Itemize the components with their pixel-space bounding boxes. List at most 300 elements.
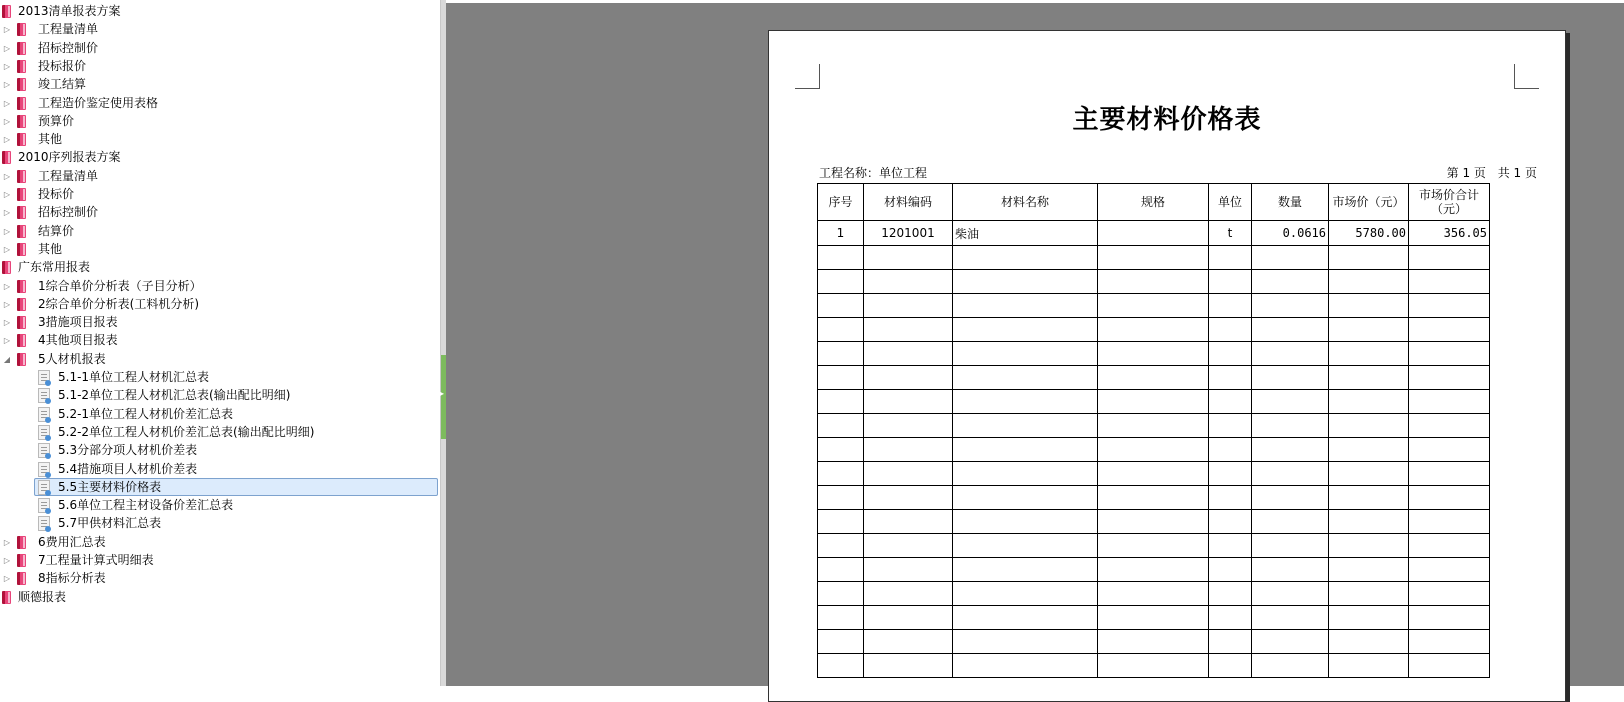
report-doc-icon <box>38 498 50 513</box>
table-cell <box>1209 246 1252 270</box>
expand-arrow-icon[interactable]: ▷ <box>3 116 11 126</box>
table-cell <box>1252 342 1329 366</box>
table-cell <box>1209 318 1252 342</box>
expand-arrow-icon[interactable]: ▷ <box>3 80 11 90</box>
table-cell <box>818 366 864 390</box>
table-cell <box>1098 342 1209 366</box>
table-cell: 356.05 <box>1409 221 1490 246</box>
table-cell <box>953 438 1098 462</box>
table-cell <box>953 486 1098 510</box>
tree-item[interactable] <box>0 514 440 533</box>
tree-item[interactable] <box>0 75 440 94</box>
table-cell <box>1409 606 1490 630</box>
table-cell <box>864 318 953 342</box>
table-cell <box>818 270 864 294</box>
tree-item[interactable] <box>0 478 440 497</box>
tree-item[interactable] <box>0 569 440 588</box>
table-cell <box>1252 582 1329 606</box>
table-cell <box>1209 366 1252 390</box>
tree-item-label: 5.4措施项目人材机价差表 <box>58 461 198 476</box>
folder-book-icon <box>17 280 26 293</box>
report-doc-icon <box>38 370 50 385</box>
report-doc-icon <box>38 388 50 403</box>
tree-item-label: 投标价 <box>38 187 75 201</box>
table-cell <box>1098 366 1209 390</box>
tree-item[interactable] <box>0 167 440 186</box>
table-cell <box>1098 294 1209 318</box>
table-cell <box>818 294 864 318</box>
table-cell <box>818 654 864 678</box>
empty-table-row <box>818 294 1490 318</box>
table-cell <box>1409 318 1490 342</box>
table-cell <box>864 366 953 390</box>
empty-table-row <box>818 558 1490 582</box>
folder-book-icon <box>17 334 26 347</box>
margin-mark-top-right <box>1514 64 1539 89</box>
tree-item[interactable] <box>0 350 440 369</box>
report-doc-icon <box>38 480 50 495</box>
empty-table-row <box>818 582 1490 606</box>
tree-item-label: 5.2-1单位工程人材机价差汇总表 <box>58 406 234 421</box>
page-indicator <box>1439 164 1537 181</box>
expand-arrow-icon[interactable]: ▷ <box>3 226 11 236</box>
table-cell <box>1252 414 1329 438</box>
table-cell <box>1252 606 1329 630</box>
table-cell <box>1329 462 1409 486</box>
table-cell <box>864 630 953 654</box>
tree-item-label: 竣工结算 <box>38 77 87 92</box>
expand-arrow-icon[interactable]: ▷ <box>3 574 11 584</box>
table-cell <box>953 534 1098 558</box>
table-cell <box>818 534 864 558</box>
folder-book-icon <box>17 572 26 585</box>
tree-item-label: 5.1-1单位工程人材机汇总表 <box>58 370 210 384</box>
table-cell <box>1209 534 1252 558</box>
expand-arrow-icon[interactable]: ▷ <box>3 299 11 309</box>
table-cell: 0.0616 <box>1252 221 1329 246</box>
table-cell <box>1252 630 1329 654</box>
folder-book-icon <box>2 591 11 604</box>
table-cell <box>864 534 953 558</box>
report-page <box>768 30 1566 702</box>
table-cell <box>1209 438 1252 462</box>
tree-item[interactable] <box>0 185 440 204</box>
empty-table-row <box>818 462 1490 486</box>
table-cell <box>953 342 1098 366</box>
table-cell: 柴油 <box>953 221 1098 246</box>
table-cell <box>864 582 953 606</box>
tree-item[interactable] <box>0 94 440 113</box>
tree-item[interactable] <box>0 258 440 277</box>
folder-book-icon <box>2 5 11 18</box>
tree-item-label: 1综合单价分析表（子目分析） <box>38 278 202 293</box>
table-cell <box>1409 534 1490 558</box>
table-cell <box>1098 630 1209 654</box>
tree-item[interactable] <box>0 130 440 149</box>
table-cell <box>818 558 864 582</box>
table-cell <box>1098 558 1209 582</box>
table-cell <box>1329 606 1409 630</box>
tree-item-label: 招标控制价 <box>38 205 99 220</box>
table-cell <box>1252 534 1329 558</box>
tree-item-label: 5.1-2单位工程人材机汇总表(输出配比明细) <box>58 388 291 403</box>
tree-item-label: 投标报价 <box>38 58 87 73</box>
table-cell <box>1098 534 1209 558</box>
column-header: 材料名称 <box>953 184 1098 221</box>
expand-arrow-icon[interactable]: ▷ <box>3 98 11 108</box>
expanded-arrow-icon[interactable]: ◢ <box>3 354 11 364</box>
column-header: 数量 <box>1252 184 1329 221</box>
folder-book-icon <box>17 536 26 549</box>
table-cell <box>864 294 953 318</box>
tree-item[interactable] <box>0 386 440 405</box>
table-cell <box>1252 390 1329 414</box>
table-cell <box>1409 270 1490 294</box>
page-number: 第 1 页 <box>1446 166 1486 180</box>
table-cell <box>953 654 1098 678</box>
tree-item[interactable] <box>0 112 440 131</box>
table-cell <box>953 246 1098 270</box>
expand-arrow-icon[interactable]: ▷ <box>3 537 11 547</box>
table-cell <box>953 318 1098 342</box>
table-cell <box>1252 438 1329 462</box>
expand-arrow-icon[interactable]: ▷ <box>3 43 11 53</box>
table-cell <box>1209 582 1252 606</box>
empty-table-row <box>818 606 1490 630</box>
tree-item[interactable] <box>0 20 440 39</box>
table-cell <box>818 486 864 510</box>
tree-item-label: 2综合单价分析表(工料机分析) <box>38 296 199 311</box>
table-cell <box>1329 558 1409 582</box>
table-cell <box>1098 221 1209 246</box>
table-cell <box>864 462 953 486</box>
column-header: 市场价（元） <box>1329 184 1409 221</box>
expand-arrow-icon[interactable]: ▷ <box>3 171 11 181</box>
report-title: 主要材料价格表 <box>1072 105 1262 135</box>
expand-arrow-icon[interactable]: ▷ <box>3 556 11 565</box>
table-cell <box>1329 414 1409 438</box>
table-cell <box>1252 294 1329 318</box>
tree-item[interactable] <box>0 331 440 350</box>
table-cell <box>1209 414 1252 438</box>
tree-item[interactable] <box>0 203 440 222</box>
expand-arrow-icon[interactable]: ▷ <box>3 318 11 328</box>
table-cell: t <box>1209 221 1252 246</box>
table-cell <box>1209 630 1252 654</box>
tree-item-label: 广东常用报表 <box>18 260 91 275</box>
empty-table-row <box>818 486 1490 510</box>
folder-book-icon <box>17 188 26 201</box>
column-header: 市场价合计（元） <box>1409 184 1490 221</box>
table-cell <box>818 414 864 438</box>
report-doc-icon <box>38 443 50 458</box>
table-cell <box>818 318 864 342</box>
table-cell <box>1252 558 1329 582</box>
tree-item[interactable] <box>0 240 440 259</box>
table-cell <box>1252 510 1329 534</box>
preview-toolbar-edge <box>446 0 1624 3</box>
folder-book-icon <box>17 115 26 128</box>
tree-item[interactable] <box>0 39 440 58</box>
table-cell <box>1409 630 1490 654</box>
expand-arrow-icon[interactable]: ▷ <box>3 281 11 291</box>
expand-arrow-icon[interactable]: ▷ <box>3 336 11 346</box>
tree-item-label: 6费用汇总表 <box>38 534 106 549</box>
table-cell <box>1098 438 1209 462</box>
tree-item[interactable] <box>0 551 440 570</box>
table-cell <box>864 414 953 438</box>
folder-book-icon <box>17 60 26 73</box>
table-cell <box>1252 486 1329 510</box>
tree-item[interactable] <box>0 533 440 552</box>
table-cell <box>818 582 864 606</box>
page-total: 共 1 页 <box>1497 166 1537 180</box>
table-cell <box>1098 318 1209 342</box>
expand-arrow-icon[interactable]: ▷ <box>3 208 11 218</box>
table-cell <box>864 654 953 678</box>
folder-book-icon <box>2 261 11 274</box>
folder-book-icon <box>17 554 26 567</box>
table-cell <box>864 438 953 462</box>
table-cell <box>953 462 1098 486</box>
table-cell <box>1409 654 1490 678</box>
tree-item[interactable] <box>0 368 440 387</box>
tree-item[interactable] <box>0 423 440 442</box>
expand-arrow-icon[interactable]: ▷ <box>3 25 11 35</box>
tree-item[interactable] <box>0 295 440 314</box>
table-cell <box>864 270 953 294</box>
table-cell <box>1329 582 1409 606</box>
table-cell <box>1252 246 1329 270</box>
tree-item[interactable] <box>0 148 440 167</box>
tree-item[interactable] <box>0 2 440 21</box>
table-cell <box>1209 486 1252 510</box>
column-header: 规格 <box>1098 184 1209 221</box>
table-cell <box>1098 582 1209 606</box>
tree-item-label: 5.3分部分项人材机价差表 <box>58 443 198 458</box>
expand-arrow-icon[interactable]: ▷ <box>3 190 11 199</box>
table-cell <box>818 438 864 462</box>
tree-item[interactable] <box>0 441 440 460</box>
table-cell <box>953 582 1098 606</box>
table-cell <box>818 606 864 630</box>
report-doc-icon <box>38 462 50 477</box>
table-cell <box>1098 510 1209 534</box>
tree-item-label: 5.5主要材料价格表 <box>58 479 162 494</box>
tree-item[interactable] <box>0 57 440 76</box>
expand-arrow-icon[interactable]: ▷ <box>3 244 11 254</box>
expand-arrow-icon[interactable]: ▷ <box>3 135 11 145</box>
tree-item-label: 8指标分析表 <box>38 571 106 586</box>
table-cell <box>1098 462 1209 486</box>
empty-table-row <box>818 246 1490 270</box>
table-cell <box>1209 606 1252 630</box>
folder-book-icon <box>17 133 26 146</box>
tree-item-label: 招标控制价 <box>38 40 99 55</box>
folder-book-icon <box>17 78 26 91</box>
table-cell <box>818 390 864 414</box>
tree-item[interactable] <box>0 405 440 424</box>
table-cell <box>1329 654 1409 678</box>
table-cell <box>1409 390 1490 414</box>
empty-table-row <box>818 342 1490 366</box>
table-cell <box>1329 486 1409 510</box>
table-cell <box>953 606 1098 630</box>
table-cell <box>1209 654 1252 678</box>
tree-item-label: 2013清单报表方案 <box>18 4 121 18</box>
table-cell <box>1209 510 1252 534</box>
tree-item-label: 工程造价鉴定使用表格 <box>38 95 159 110</box>
report-doc-icon <box>38 425 50 440</box>
empty-table-row <box>818 630 1490 654</box>
table-cell <box>818 510 864 534</box>
table-cell <box>1098 270 1209 294</box>
tree-item-label: 结算价 <box>38 223 75 238</box>
table-cell <box>1409 582 1490 606</box>
table-cell: 1 <box>818 221 864 246</box>
table-cell <box>1329 294 1409 318</box>
tree-item-label: 顺德报表 <box>18 589 67 604</box>
tree-item-label: 2010序列报表方案 <box>18 150 121 165</box>
table-cell <box>1409 438 1490 462</box>
table-cell <box>953 510 1098 534</box>
table-cell <box>1329 438 1409 462</box>
table-cell <box>1252 318 1329 342</box>
table-cell <box>864 510 953 534</box>
table-cell <box>864 246 953 270</box>
table-cell <box>1098 246 1209 270</box>
table-cell <box>953 390 1098 414</box>
table-cell <box>818 342 864 366</box>
table-cell <box>1409 342 1490 366</box>
table-cell <box>1329 342 1409 366</box>
tree-item[interactable] <box>0 222 440 241</box>
table-cell <box>953 630 1098 654</box>
report-tree-panel <box>0 0 441 686</box>
table-cell <box>1252 654 1329 678</box>
table-cell <box>1329 534 1409 558</box>
table-cell <box>1329 510 1409 534</box>
table-cell <box>953 270 1098 294</box>
table-cell <box>864 342 953 366</box>
tree-item[interactable] <box>0 313 440 332</box>
table-row <box>818 221 1490 246</box>
empty-table-row <box>818 390 1490 414</box>
margin-mark-top-left <box>795 64 820 89</box>
folder-book-icon <box>17 23 26 36</box>
tree-item[interactable] <box>0 588 440 607</box>
table-cell <box>1329 390 1409 414</box>
report-doc-icon <box>38 407 50 422</box>
tree-item-label: 5.2-2单位工程人材机价差汇总表(输出配比明细) <box>58 424 315 439</box>
empty-table-row <box>818 534 1490 558</box>
folder-book-icon <box>17 225 26 238</box>
table-cell <box>1209 462 1252 486</box>
table-cell <box>1209 294 1252 318</box>
table-cell <box>864 390 953 414</box>
table-cell <box>1098 414 1209 438</box>
table-cell <box>818 462 864 486</box>
table-cell <box>864 486 953 510</box>
table-cell <box>1409 510 1490 534</box>
folder-book-icon <box>17 316 26 329</box>
tree-item-label: 5.7甲供材料汇总表 <box>58 516 162 531</box>
column-header: 材料编码 <box>864 184 953 221</box>
table-cell <box>864 558 953 582</box>
table-cell <box>1209 558 1252 582</box>
table-cell <box>1098 390 1209 414</box>
tree-item-label: 工程量清单 <box>38 168 99 183</box>
folder-book-icon <box>17 353 26 366</box>
empty-table-row <box>818 510 1490 534</box>
report-doc-icon <box>38 516 50 531</box>
table-cell: 5780.00 <box>1329 221 1409 246</box>
empty-table-row <box>818 366 1490 390</box>
table-cell <box>864 606 953 630</box>
table-cell <box>1098 606 1209 630</box>
table-cell <box>1209 342 1252 366</box>
column-header: 单位 <box>1209 184 1252 221</box>
tree-item-label: 预算价 <box>38 113 75 128</box>
table-cell <box>818 246 864 270</box>
column-header: 序号 <box>818 184 864 221</box>
tree-item-label: 3措施项目报表 <box>38 315 118 330</box>
empty-table-row <box>818 414 1490 438</box>
table-cell <box>1409 414 1490 438</box>
tree-item-label: 工程量清单 <box>38 22 99 37</box>
table-cell: 1201001 <box>864 221 953 246</box>
tree-item-label: 其他 <box>38 241 63 256</box>
table-cell <box>1409 462 1490 486</box>
table-cell <box>1329 366 1409 390</box>
table-cell <box>1252 462 1329 486</box>
table-cell <box>1329 246 1409 270</box>
table-cell <box>818 630 864 654</box>
table-cell <box>1409 558 1490 582</box>
folder-book-icon <box>17 206 26 219</box>
expand-arrow-icon[interactable]: ▷ <box>3 61 11 71</box>
empty-table-row <box>818 318 1490 342</box>
table-cell <box>1329 318 1409 342</box>
tree-item-label: 5.6单位工程主材设备价差汇总表 <box>58 498 234 513</box>
table-cell <box>953 366 1098 390</box>
empty-table-row <box>818 438 1490 462</box>
table-cell <box>1252 366 1329 390</box>
table-cell <box>1098 654 1209 678</box>
table-cell <box>1329 270 1409 294</box>
table-cell <box>1209 270 1252 294</box>
tree-item[interactable] <box>0 277 440 296</box>
empty-table-row <box>818 270 1490 294</box>
table-cell <box>1409 246 1490 270</box>
table-cell <box>1252 270 1329 294</box>
table-cell <box>1098 486 1209 510</box>
table-cell <box>1329 630 1409 654</box>
table-cell <box>1209 390 1252 414</box>
folder-book-icon <box>17 243 26 256</box>
tree-item[interactable] <box>0 496 440 515</box>
table-cell <box>953 294 1098 318</box>
tree-item-label: 7工程量计算式明细表 <box>38 553 154 567</box>
table-cell <box>953 558 1098 582</box>
project-name: 工程名称：单位工程 <box>819 166 928 180</box>
folder-book-icon <box>17 298 26 311</box>
table-cell <box>1409 366 1490 390</box>
tree-item[interactable] <box>0 460 440 479</box>
table-cell <box>1409 294 1490 318</box>
tree-item-label: 5人材机报表 <box>38 351 106 366</box>
folder-book-icon <box>17 97 26 110</box>
